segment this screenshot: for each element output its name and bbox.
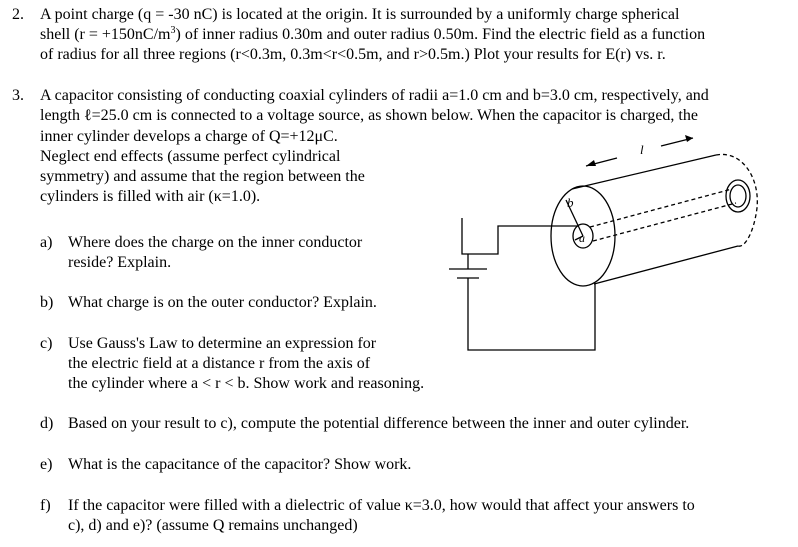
problem-2-number: 2. <box>12 6 24 23</box>
length-label: l <box>640 142 644 157</box>
part-f-line: If the capacitor were filled with a dielectric of value κ=3.0, how would that affect your answers to <box>68 497 695 514</box>
radius-a-label: a <box>579 231 585 245</box>
part-a-label: a) <box>40 234 53 251</box>
inner-cylinder-back <box>730 185 746 207</box>
problem-2-line-2: shell $(r = +150nC/m^3)$ of inner radius 0.30m and outer radius 0.50m. Find the electric field as a function <box>40 25 706 43</box>
part-a-line: reside? Explain. <box>68 254 172 271</box>
length-arrowhead-right <box>685 135 693 142</box>
part-f-line: c), d) and e)? (assume Q remains unchanged) <box>68 517 358 534</box>
part-a-line: Where does the charge on the inner conductor <box>68 234 363 251</box>
length-arrowhead-left <box>586 160 596 166</box>
part-e-line: What is the capacitance of the capacitor? Show work. <box>68 456 412 473</box>
problem-3-number: 3. <box>12 87 24 104</box>
part-c-line: the cylinder where a < r < b. Show work and reasoning. <box>68 375 425 392</box>
wire-bottom <box>468 278 595 350</box>
part-e-label: e) <box>40 456 53 473</box>
problem-2-line-3: of radius for all three regions (r<0.3m, 0.3m<r<0.5m, and r>0.5m.) Plot your results for E(r) vs. r. <box>40 46 666 63</box>
outer-cylinder-top-edge <box>572 155 716 189</box>
part-c-label: c) <box>40 335 53 352</box>
radius-b-label: b <box>567 195 574 210</box>
wire-top <box>462 218 578 254</box>
outer-cylinder-back-dashed <box>716 154 757 246</box>
problem-3-intro-line: cylinders is filled with air (κ=1.0). <box>40 188 261 205</box>
part-b-line: What charge is on the outer conductor? Explain. <box>68 294 377 311</box>
problem-3-intro-line: length ℓ=25.0 cm is connected to a voltage source, as shown below. When the capacitor is charged, the <box>40 107 698 124</box>
problem-3-intro-line: A capacitor consisting of conducting coaxial cylinders of radii a=1.0 cm and b=3.0 cm, respectively, and <box>40 87 709 104</box>
part-c-line: the electric field at a distance r from the axis of <box>68 355 371 372</box>
part-c-line: Use Gauss's Law to determine an expression for <box>68 335 377 352</box>
part-d-line: Based on your result to c), compute the potential difference between the inner and outer cylinder. <box>68 415 690 432</box>
problem-2-line-1: A point charge (q = -30 nC) is located at the origin. It is surrounded by a uniformly charge spherical <box>40 6 680 23</box>
part-f-label: f) <box>40 497 51 514</box>
problem-3-intro-line: symmetry) and assume that the region between the <box>40 168 365 185</box>
part-b-label: b) <box>40 294 54 311</box>
outer-cylinder-bottom-edge <box>594 246 738 284</box>
inner-cylinder-top-dashed <box>590 189 732 227</box>
problem-3-intro-line: Neglect end effects (assume perfect cylindrical <box>40 148 341 165</box>
problem-3-intro-line: inner cylinder develops a charge of Q=+12μC. <box>40 128 338 145</box>
part-d-label: d) <box>40 415 54 432</box>
